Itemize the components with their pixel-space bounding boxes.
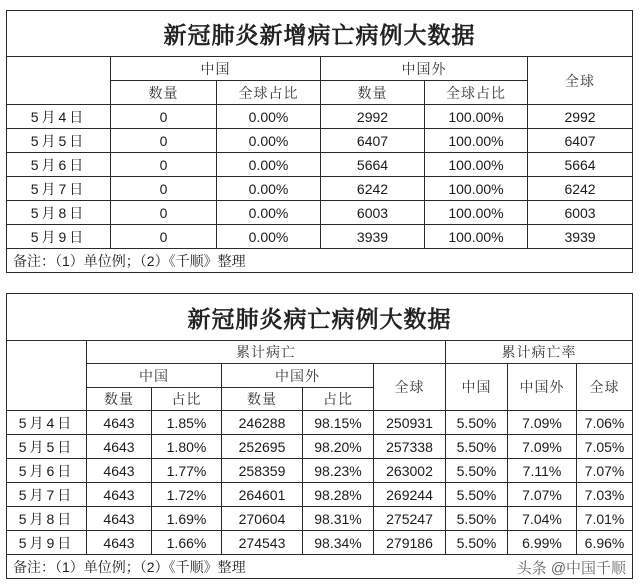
cn-count-cell: 0 — [111, 129, 217, 153]
date-cell: 5月5日 — [7, 129, 111, 153]
out-count-cell: 2992 — [321, 105, 425, 129]
header-global: 全球 — [528, 57, 633, 105]
table-row — [7, 483, 633, 507]
table-row — [7, 225, 633, 249]
cumulative-deaths-table — [6, 293, 633, 579]
rate-out-cell: 7.07% — [508, 483, 577, 507]
out-count-cell: 264601 — [222, 483, 303, 507]
header-blank — [7, 57, 111, 105]
table-row — [7, 129, 633, 153]
header-china: 中国 — [111, 57, 321, 81]
rate-out-cell: 7.04% — [508, 507, 577, 531]
header-blank — [7, 341, 87, 411]
rate-cn-cell: 5.50% — [446, 531, 508, 555]
header-count: 数量 — [222, 388, 303, 411]
date-cell: 5月6日 — [7, 459, 87, 483]
date-cell: 5月6日 — [7, 153, 111, 177]
out-share-cell: 100.00% — [425, 201, 528, 225]
out-share-cell: 100.00% — [425, 129, 528, 153]
out-count-cell: 274543 — [222, 531, 303, 555]
rate-cn-cell: 5.50% — [446, 411, 508, 435]
note-text: 备注：（1）单位例；（2）《千顺》整理 — [13, 558, 246, 575]
cn-count-cell: 4643 — [87, 531, 152, 555]
rate-cn-cell: 5.50% — [446, 435, 508, 459]
out-share-cell: 98.31% — [303, 507, 374, 531]
date-cell: 5月4日 — [7, 411, 87, 435]
table-row — [7, 531, 633, 555]
cn-count-cell: 0 — [111, 153, 217, 177]
rate-global-cell: 7.06% — [577, 411, 633, 435]
rate-global-cell: 7.05% — [577, 435, 633, 459]
global-cell: 263002 — [374, 459, 446, 483]
rate-global-cell: 7.01% — [577, 507, 633, 531]
rate-cn-cell: 5.50% — [446, 483, 508, 507]
cn-share-cell: 1.69% — [152, 507, 222, 531]
table-row — [7, 411, 633, 435]
cn-share-cell: 0.00% — [217, 153, 321, 177]
out-share-cell: 100.00% — [425, 105, 528, 129]
table-row — [7, 105, 633, 129]
cn-count-cell: 0 — [111, 225, 217, 249]
out-share-cell: 100.00% — [425, 153, 528, 177]
rate-global-cell: 6.96% — [577, 531, 633, 555]
global-cell: 269244 — [374, 483, 446, 507]
global-cell: 250931 — [374, 411, 446, 435]
header-global-share: 全球占比 — [217, 81, 321, 105]
cn-count-cell: 4643 — [87, 435, 152, 459]
table-row — [7, 459, 633, 483]
header-rate-global: 全球 — [577, 364, 633, 411]
cn-count-cell: 0 — [111, 105, 217, 129]
table-row — [7, 177, 633, 201]
header-share: 占比 — [152, 388, 222, 411]
out-share-cell: 100.00% — [425, 177, 528, 201]
cn-count-cell: 4643 — [87, 411, 152, 435]
table-note: 备注：（1）单位例；（2）《千顺》整理 — [7, 249, 633, 273]
out-count-cell: 6003 — [321, 201, 425, 225]
date-cell: 5月5日 — [7, 435, 87, 459]
rate-global-cell: 7.07% — [577, 459, 633, 483]
table-note — [7, 555, 633, 579]
table-title: 新冠肺炎病亡病例大数据 — [7, 294, 633, 341]
cn-count-cell: 4643 — [87, 507, 152, 531]
table-row — [7, 435, 633, 459]
global-cell: 2992 — [528, 105, 633, 129]
cn-count-cell: 4643 — [87, 459, 152, 483]
global-cell: 6242 — [528, 177, 633, 201]
date-cell: 5月4日 — [7, 105, 111, 129]
out-share-cell: 98.34% — [303, 531, 374, 555]
rate-cn-cell: 5.50% — [446, 507, 508, 531]
out-share-cell: 100.00% — [425, 225, 528, 249]
cn-share-cell: 0.00% — [217, 177, 321, 201]
table-row — [7, 153, 633, 177]
cn-share-cell: 0.00% — [217, 225, 321, 249]
out-count-cell: 258359 — [222, 459, 303, 483]
rate-out-cell: 6.99% — [508, 531, 577, 555]
date-cell: 5月7日 — [7, 483, 87, 507]
global-cell: 279186 — [374, 531, 446, 555]
header-outside-china: 中国外 — [321, 57, 528, 81]
header-rate-outside: 中国外 — [508, 364, 577, 411]
header-china: 中国 — [87, 364, 222, 388]
date-cell: 5月7日 — [7, 177, 111, 201]
date-cell: 5月8日 — [7, 201, 111, 225]
header-global-share: 全球占比 — [425, 81, 528, 105]
watermark: 头条 @中国千顺 — [516, 560, 627, 577]
out-share-cell: 98.20% — [303, 435, 374, 459]
date-cell: 5月9日 — [7, 225, 111, 249]
out-count-cell: 5664 — [321, 153, 425, 177]
global-cell: 5664 — [528, 153, 633, 177]
out-count-cell: 3939 — [321, 225, 425, 249]
table-title: 新冠肺炎新增病亡病例大数据 — [7, 11, 633, 57]
new-deaths-table — [6, 10, 633, 273]
global-cell: 257338 — [374, 435, 446, 459]
cn-count-cell: 4643 — [87, 483, 152, 507]
cn-share-cell: 0.00% — [217, 105, 321, 129]
out-count-cell: 252695 — [222, 435, 303, 459]
table-row — [7, 507, 633, 531]
header-count: 数量 — [111, 81, 217, 105]
out-count-cell: 6407 — [321, 129, 425, 153]
cn-share-cell: 1.85% — [152, 411, 222, 435]
header-cumulative-rate: 累计病亡率 — [446, 341, 633, 364]
cn-share-cell: 1.80% — [152, 435, 222, 459]
header-cumulative-deaths: 累计病亡 — [87, 341, 446, 364]
rate-out-cell: 7.09% — [508, 435, 577, 459]
date-cell: 5月9日 — [7, 531, 87, 555]
cn-count-cell: 0 — [111, 201, 217, 225]
out-share-cell: 98.15% — [303, 411, 374, 435]
out-share-cell: 98.28% — [303, 483, 374, 507]
cn-share-cell: 1.72% — [152, 483, 222, 507]
header-share: 占比 — [303, 388, 374, 411]
global-cell: 3939 — [528, 225, 633, 249]
rate-out-cell: 7.09% — [508, 411, 577, 435]
date-cell: 5月8日 — [7, 507, 87, 531]
cn-share-cell: 0.00% — [217, 129, 321, 153]
out-count-cell: 270604 — [222, 507, 303, 531]
global-cell: 275247 — [374, 507, 446, 531]
header-count: 数量 — [87, 388, 152, 411]
cn-share-cell: 1.66% — [152, 531, 222, 555]
rate-out-cell: 7.11% — [508, 459, 577, 483]
out-share-cell: 98.23% — [303, 459, 374, 483]
out-count-cell: 6242 — [321, 177, 425, 201]
header-global: 全球 — [374, 364, 446, 411]
global-cell: 6407 — [528, 129, 633, 153]
rate-global-cell: 7.03% — [577, 483, 633, 507]
cn-share-cell: 0.00% — [217, 201, 321, 225]
global-cell: 6003 — [528, 201, 633, 225]
header-outside-china: 中国外 — [222, 364, 374, 388]
rate-cn-cell: 5.50% — [446, 459, 508, 483]
header-rate-china: 中国 — [446, 364, 508, 411]
cn-count-cell: 0 — [111, 177, 217, 201]
table-row — [7, 201, 633, 225]
header-count: 数量 — [321, 81, 425, 105]
cn-share-cell: 1.77% — [152, 459, 222, 483]
out-count-cell: 246288 — [222, 411, 303, 435]
